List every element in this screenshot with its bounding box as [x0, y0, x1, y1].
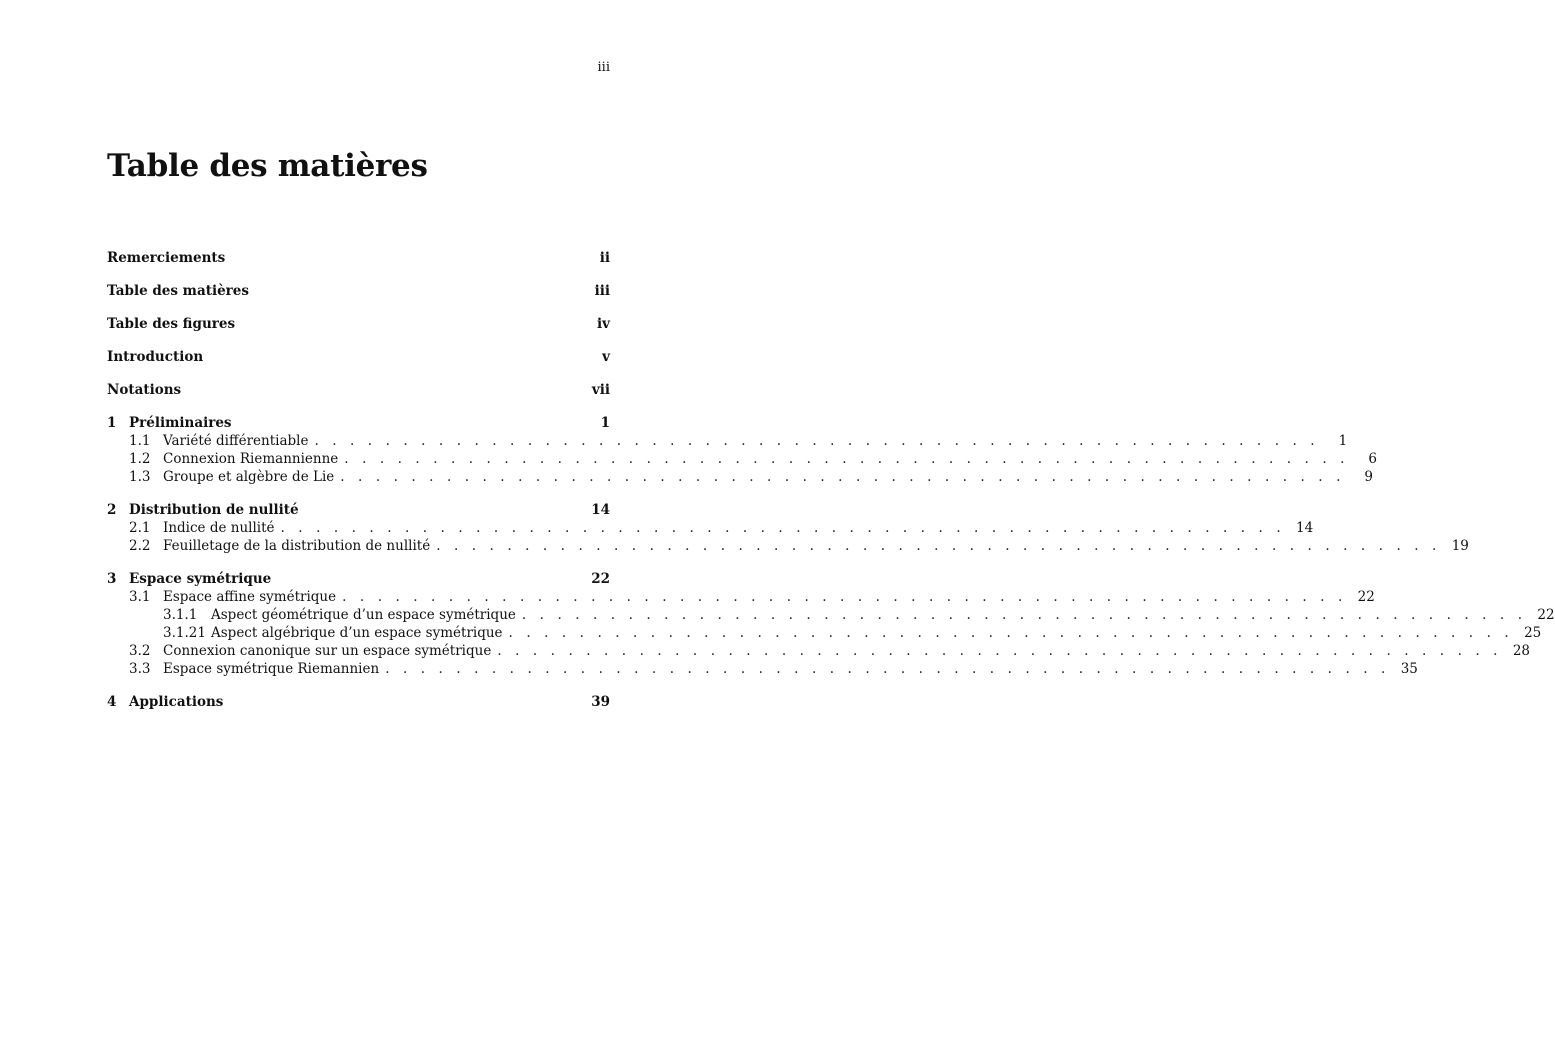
toc-entry-table-des-figures[interactable] — [107, 315, 610, 333]
section-page: 35 — [1400, 661, 1418, 677]
chapter-number: 3 — [107, 571, 117, 587]
toc-section-3-1[interactable] — [107, 588, 1375, 606]
section-number: 1.1 — [129, 433, 151, 449]
toc-entry-label: Remerciements — [107, 250, 226, 266]
chapter-number: 1 — [107, 415, 117, 431]
page-number: iii — [597, 60, 610, 75]
toc-section-3-2[interactable] — [107, 642, 1531, 660]
section-label: Connexion canonique sur un espace symétrique — [163, 643, 492, 659]
section-page: 9 — [1364, 469, 1373, 485]
section-number: 3.1 — [129, 589, 151, 605]
toc-chapter-4[interactable] — [107, 693, 610, 711]
toc-subsection-3-1-21[interactable] — [107, 624, 1542, 642]
toc-section-3-3[interactable] — [107, 660, 1418, 678]
section-number: 3.3 — [129, 661, 151, 677]
section-page: 19 — [1451, 538, 1469, 554]
chapter-page: 14 — [591, 502, 610, 518]
toc-entry-page: ii — [599, 250, 610, 266]
toc-chapter-2[interactable] — [107, 501, 610, 519]
subsection-page: 22 — [1537, 607, 1555, 623]
section-label: Espace symétrique Riemannien — [163, 661, 380, 677]
dot-leader: . . . . . . . . . . . . . . . . . . . . . . . . . . . . . . . . . . . . . . . . . . . . . . . . . . . . . . . . . — [436, 538, 1441, 554]
section-page: 14 — [1296, 520, 1314, 536]
section-label: Connexion Riemannienne — [163, 451, 339, 467]
subsection-page: 25 — [1524, 625, 1542, 641]
dot-leader: . . . . . . . . . . . . . . . . . . . . . . . . . . . . . . . . . . . . . . . . . . . . . . . . . . . . . . . . . — [342, 589, 1347, 605]
chapter-number: 2 — [107, 502, 117, 518]
section-number: 1.3 — [129, 469, 151, 485]
dot-leader: . . . . . . . . . . . . . . . . . . . . . . . . . . . . . . . . . . . . . . . . . . . . . . . . . . . . . . . . . — [508, 625, 1514, 641]
dot-leader: . . . . . . . . . . . . . . . . . . . . . . . . . . . . . . . . . . . . . . . . . . . . . . . . . . . . . . . . . — [314, 433, 1320, 449]
toc-entry-table-des-matieres[interactable] — [107, 282, 610, 300]
chapter-label: Applications — [129, 694, 224, 710]
dot-leader: . . . . . . . . . . . . . . . . . . . . . . . . . . . . . . . . . . . . . . . . . . . . . . . . . . . . . . . . . — [521, 607, 1527, 623]
subsection-label: Aspect géométrique d’un espace symétrique — [211, 607, 516, 623]
chapter-number: 4 — [107, 694, 117, 710]
section-number: 2.1 — [129, 520, 151, 536]
toc-section-1-3[interactable] — [107, 468, 1373, 486]
section-page: 1 — [1338, 433, 1348, 449]
toc-entry-label: Table des matières — [107, 283, 249, 299]
toc-section-1-2[interactable] — [107, 450, 1377, 468]
section-label: Espace affine symétrique — [163, 589, 337, 605]
dot-leader: . . . . . . . . . . . . . . . . . . . . . . . . . . . . . . . . . . . . . . . . . . . . . . . . . . . . . . . . . — [344, 451, 1349, 467]
section-label: Groupe et algèbre de Lie — [163, 469, 335, 485]
subsection-number: 3.1.21 — [163, 625, 206, 641]
toc-entry-label: Table des figures — [107, 316, 236, 332]
toc-section-2-2[interactable] — [107, 537, 1469, 555]
toc-chapter-3[interactable] — [107, 570, 610, 588]
section-page: 22 — [1357, 589, 1375, 605]
section-page: 28 — [1512, 643, 1531, 659]
toc-entry-introduction[interactable] — [107, 348, 610, 366]
subsection-label: Aspect algébrique d’un espace symétrique — [211, 625, 503, 641]
toc-entry-page: iii — [594, 283, 610, 299]
chapter-label: Espace symétrique — [129, 571, 272, 587]
chapter-label: Distribution de nullité — [129, 502, 299, 518]
chapter-label: Préliminaires — [129, 415, 232, 431]
toc-entry-label: Introduction — [107, 349, 204, 365]
section-label: Feuilletage de la distribution de nullité — [163, 538, 431, 554]
dot-leader: . . . . . . . . . . . . . . . . . . . . . . . . . . . . . . . . . . . . . . . . . . . . . . . . . . . . . . . . . — [280, 520, 1286, 536]
toc-entry-remerciements[interactable] — [107, 249, 610, 267]
toc-entry-notations[interactable] — [107, 381, 610, 399]
section-number: 3.2 — [129, 643, 151, 659]
page-title: Table des matières — [107, 148, 428, 184]
dot-leader: . . . . . . . . . . . . . . . . . . . . . . . . . . . . . . . . . . . . . . . . . . . . . . . . . . . . . . . . . — [497, 643, 1503, 659]
toc-entry-page: vii — [591, 382, 610, 398]
toc-entry-page: v — [602, 349, 610, 365]
chapter-page: 22 — [591, 571, 610, 587]
chapter-page: 1 — [600, 415, 610, 431]
section-number: 1.2 — [129, 451, 151, 467]
toc-section-1-1[interactable] — [107, 432, 1348, 450]
section-number: 2.2 — [129, 538, 151, 554]
section-label: Indice de nullité — [163, 520, 275, 536]
table-of-contents — [107, 249, 1555, 711]
toc-section-2-1[interactable] — [107, 519, 1314, 537]
toc-entry-page: iv — [597, 316, 610, 332]
section-page: 6 — [1368, 451, 1377, 467]
toc-entry-label: Notations — [107, 382, 182, 398]
dot-leader: . . . . . . . . . . . . . . . . . . . . . . . . . . . . . . . . . . . . . . . . . . . . . . . . . . . . . . . . . — [340, 469, 1345, 485]
subsection-number: 3.1.1 — [163, 607, 198, 623]
dot-leader: . . . . . . . . . . . . . . . . . . . . . . . . . . . . . . . . . . . . . . . . . . . . . . . . . . . . . . . . . — [385, 661, 1390, 677]
section-label: Variété différentiable — [163, 433, 309, 449]
chapter-page: 39 — [591, 694, 610, 710]
toc-subsection-3-1-1[interactable] — [107, 606, 1555, 624]
toc-chapter-1[interactable] — [107, 414, 610, 432]
